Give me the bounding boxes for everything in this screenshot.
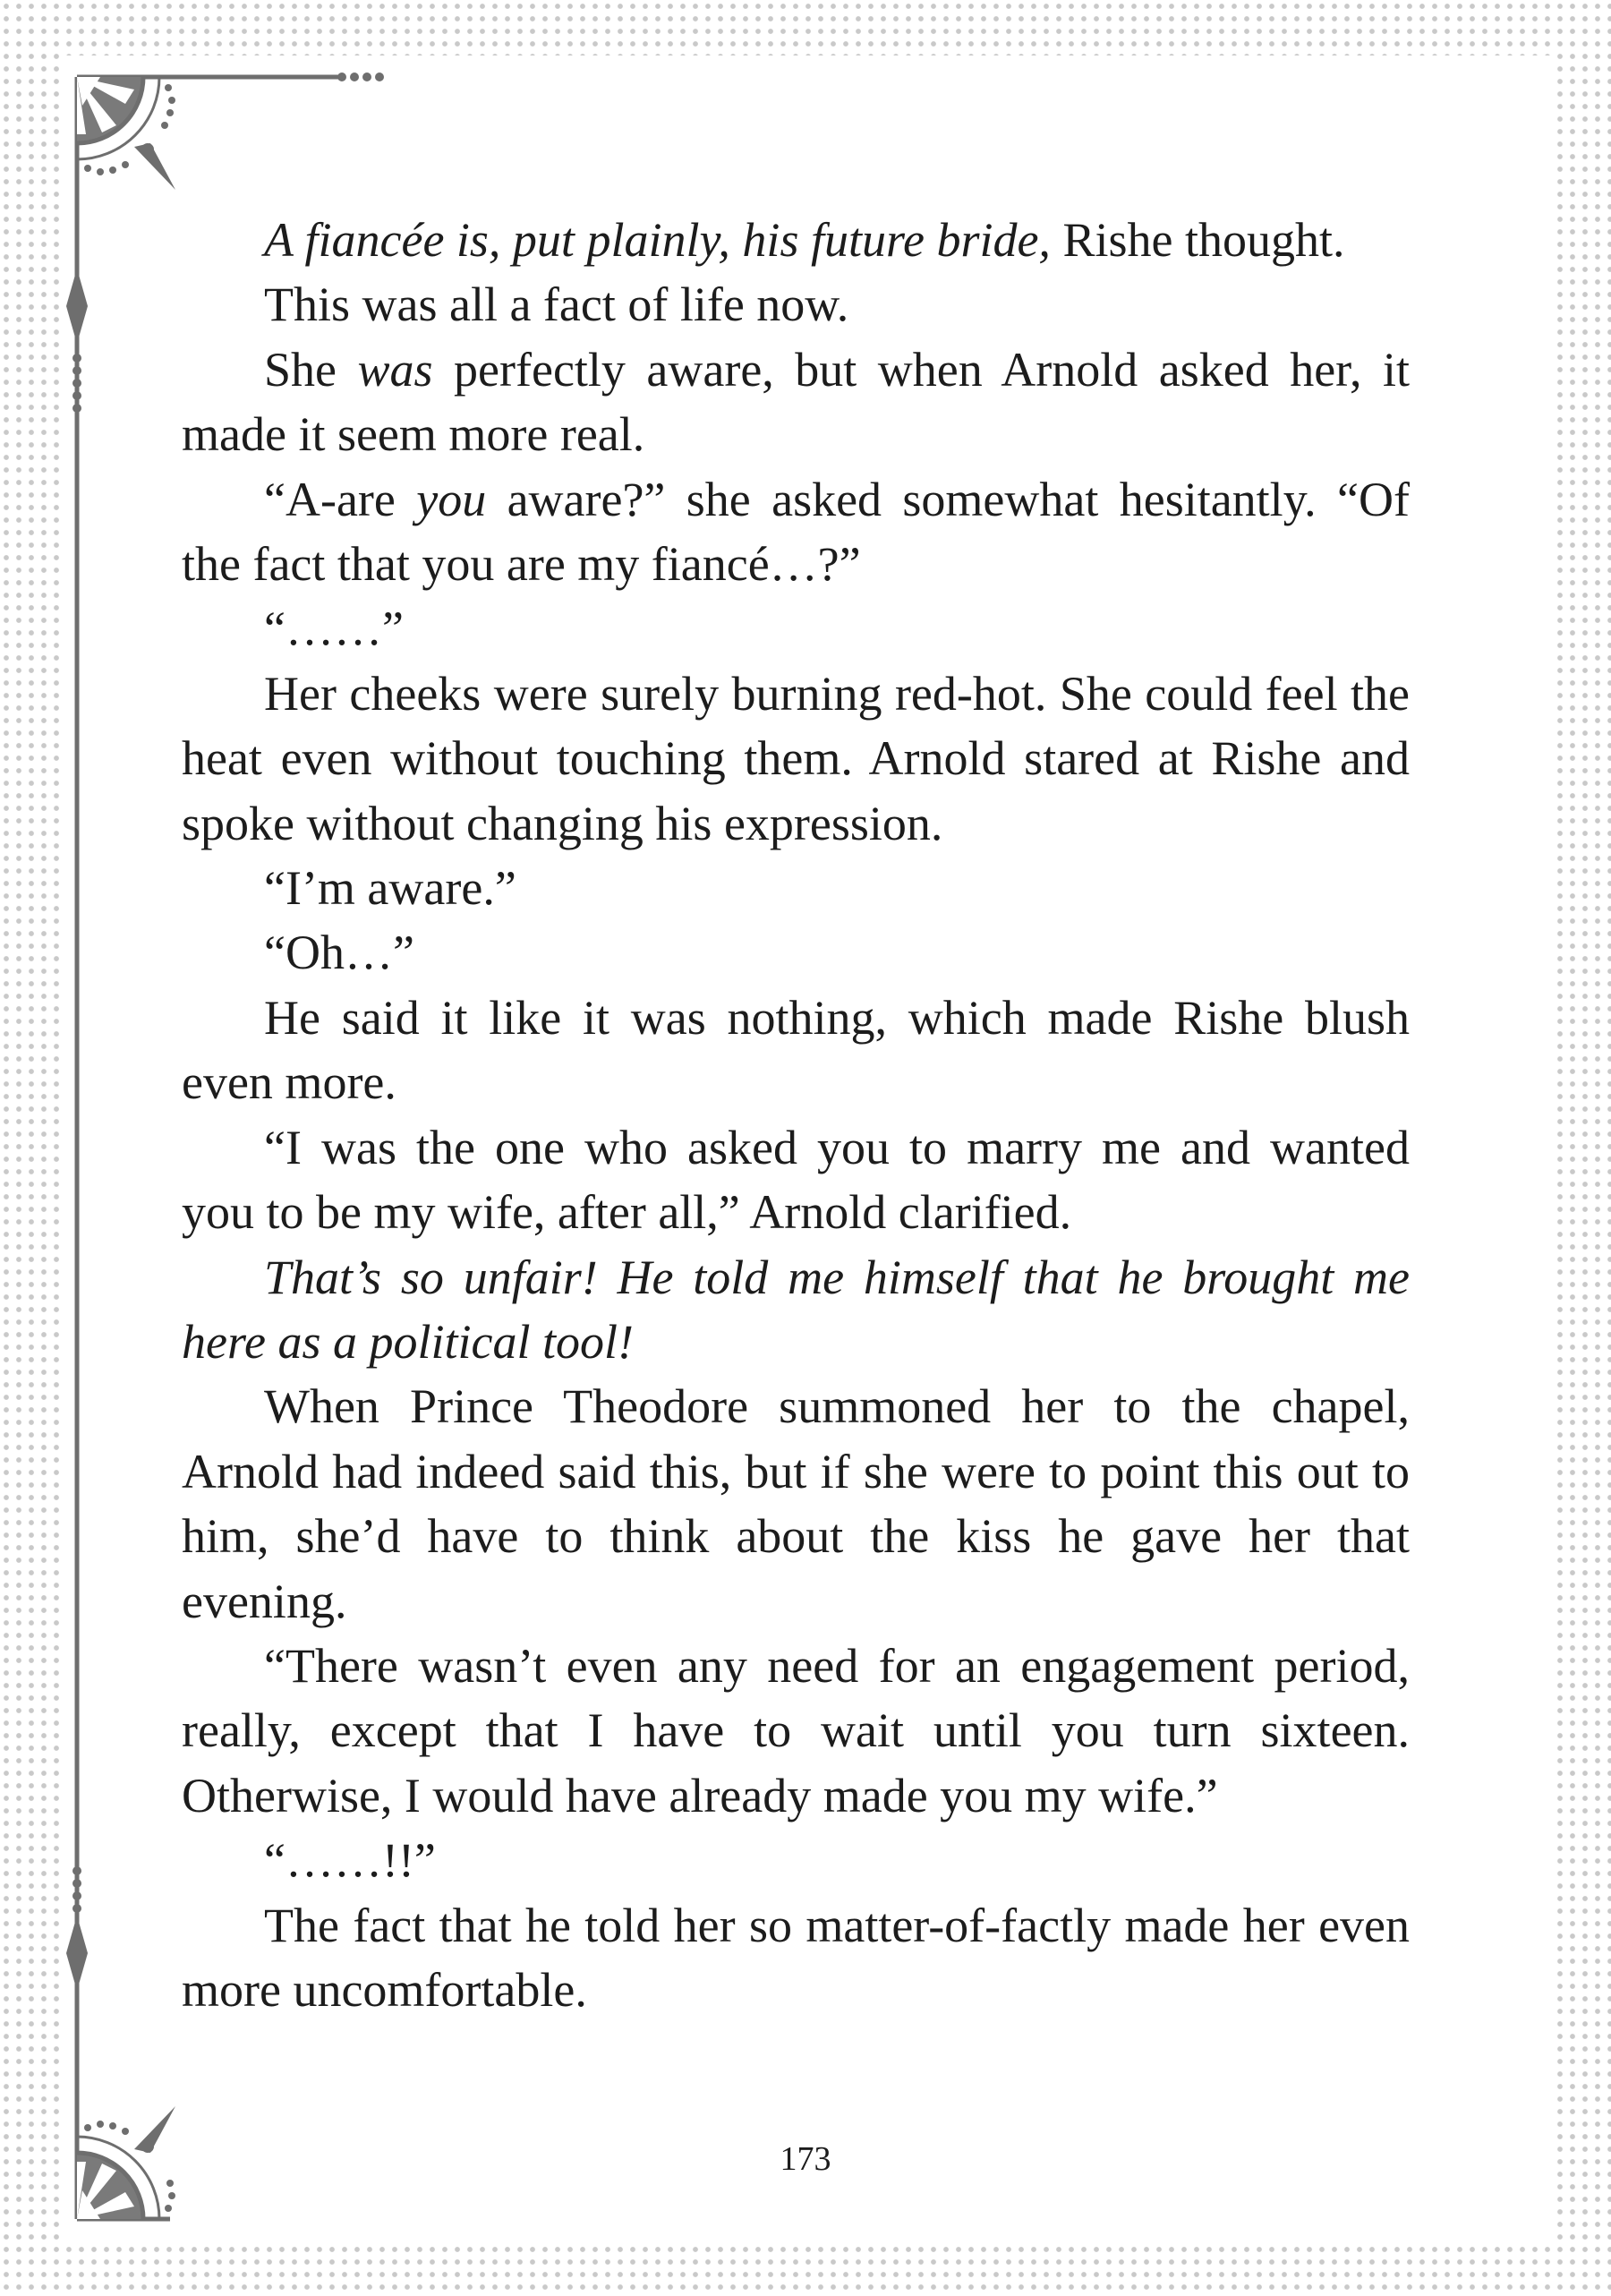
paragraph (182, 1634, 1410, 1828)
paragraph (182, 856, 1410, 920)
paragraph (182, 337, 1410, 467)
italic-text-run: you (416, 472, 487, 526)
italic-text-run: That’s so unfair! He told me himself that he brought me here as a political tool! (182, 1250, 1410, 1369)
paragraph (182, 1893, 1410, 2023)
paragraph (182, 1828, 1410, 1892)
paragraph (182, 1374, 1410, 1634)
text-run: “A-are (264, 472, 417, 526)
paragraph (182, 467, 1410, 597)
text-run: Her cheeks were surely burning red-hot. She could feel the heat even without touching them. Arnold stared at Rishe and spoke without changing his expression. (182, 666, 1410, 850)
italic-text-run: A fiancée is, put plainly, his future bride, (264, 213, 1051, 267)
text-run: “I was the one who asked you to marry me and wanted you to be my wife, after all,” Arnold clarified. (182, 1120, 1410, 1240)
text-run: Rishe thought. (1050, 213, 1345, 267)
paragraph (182, 272, 1410, 337)
paragraph (182, 986, 1410, 1115)
text-run: When Prince Theodore summoned her to the chapel, Arnold had indeed said this, but if she were to point this out to him, she’d have to think about the kiss he gave her that evening. (182, 1379, 1410, 1628)
text-run: “……” (264, 602, 404, 656)
paragraph (182, 1115, 1410, 1245)
text-run: The fact that he told her so matter-of-factly made her even more uncomfortable. (182, 1898, 1410, 2017)
text-run: This was all a fact of life now. (264, 277, 849, 332)
italic-text-run: was (357, 342, 433, 397)
paragraph (182, 596, 1410, 661)
paragraph (182, 1245, 1410, 1375)
text-run: perfectly aware, but when Arnold asked her, it made it seem more real. (182, 342, 1410, 462)
text-run: “I’m aware.” (264, 861, 516, 916)
paragraph (182, 920, 1410, 985)
paragraph (182, 661, 1410, 856)
chapter-body-text (182, 208, 1410, 2022)
text-run: “……!!” (264, 1833, 436, 1888)
text-run: “There wasn’t even any need for an engagement period, really, except that I have to wait until you turn sixteen. Otherwise, I would have already made you my wife.” (182, 1638, 1410, 1822)
paragraph (182, 208, 1410, 272)
text-run: aware?” she asked somewhat hesitantly. “Of the fact that you are my fiancé…?” (182, 472, 1410, 592)
text-run: “Oh…” (264, 926, 414, 980)
page-number: 173 (780, 2140, 831, 2178)
text-run: He said it like it was nothing, which made Rishe blush even more. (182, 990, 1410, 1110)
text-run: She (264, 342, 358, 397)
